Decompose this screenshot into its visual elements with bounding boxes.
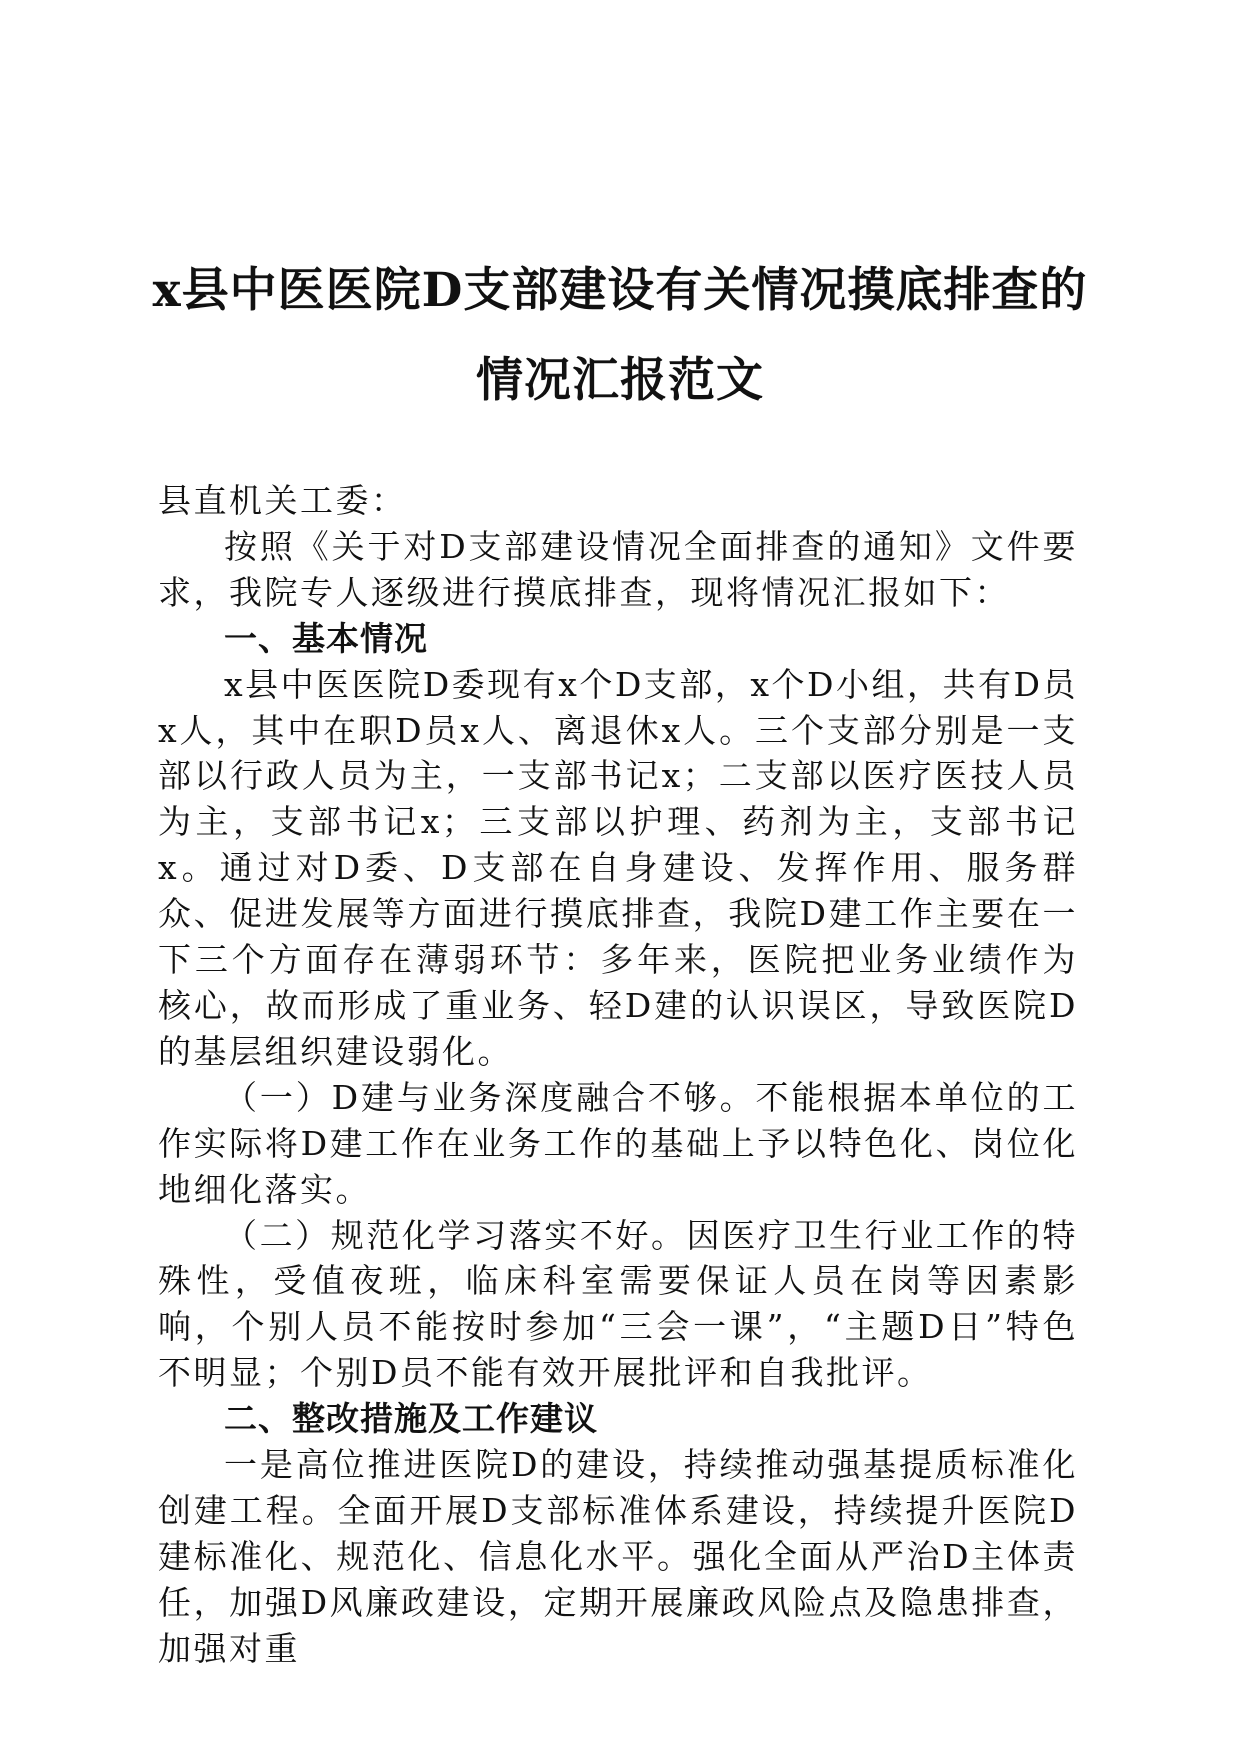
salutation: 县直机关工委： xyxy=(158,481,407,520)
section2-heading: 二、整改措施及工作建议 xyxy=(224,1399,598,1439)
intro-paragraph: 按照《关于对D支部建设情况全面排查的通知》文件要求，我院专人逐级进行摸底排查，现将情况汇报如下： xyxy=(158,526,1078,612)
document-title-line2: 情况汇报范文 xyxy=(476,353,764,408)
document-body xyxy=(158,478,1078,1672)
section2-paragraph: 一是高位推进医院D的建设，持续推动强基提质标准化创建工程。全面开展D支部标准体系建设，持续提升医院D建标准化、规范化、信息化水平。强化全面从严治D主体责任，加强D风廉政建设，定期开展廉政风险点及隐患排查，加强对重 xyxy=(158,1445,1078,1668)
section1-item2: （二）规范化学习落实不好。因医疗卫生行业工作的特殊性，受值夜班，临床科室需要保证人员在岗等因素影响，个别人员不能按时参加“三会一课”，“主题D日”特色不明显；个别D员不能有效开展批评和自我批评。 xyxy=(158,1215,1078,1393)
section1-item1: （一）D建与业务深度融合不够。不能根据本单位的工作实际将D建工作在业务工作的基础上予以特色化、岗位化地细化落实。 xyxy=(158,1077,1078,1209)
section1-heading: 一、基本情况 xyxy=(224,618,428,658)
section1-paragraph: x县中医医院D委现有x个D支部，x个D小组，共有D员x人，其中在职D员x人、离退休x人。三个支部分别是一支部以行政人员为主，一支部书记x；二支部以医疗医技人员为主，支部书记x；三支部以护理、药剂为主，支部书记x。通过对D委、D支部在自身建设、发挥作用、服务群众、促进发展等方面进行摸底排查，我院D建工作主要在一下三个方面存在薄弱环节：多年来，医院把业务业绩作为核心，故而形成了重业务、轻D建的认识误区，导致医院D的基层组织建设弱化。 xyxy=(158,664,1078,1071)
document-title-line1: x县中医医院D支部建设有关情况摸底排查的 xyxy=(152,263,1088,318)
